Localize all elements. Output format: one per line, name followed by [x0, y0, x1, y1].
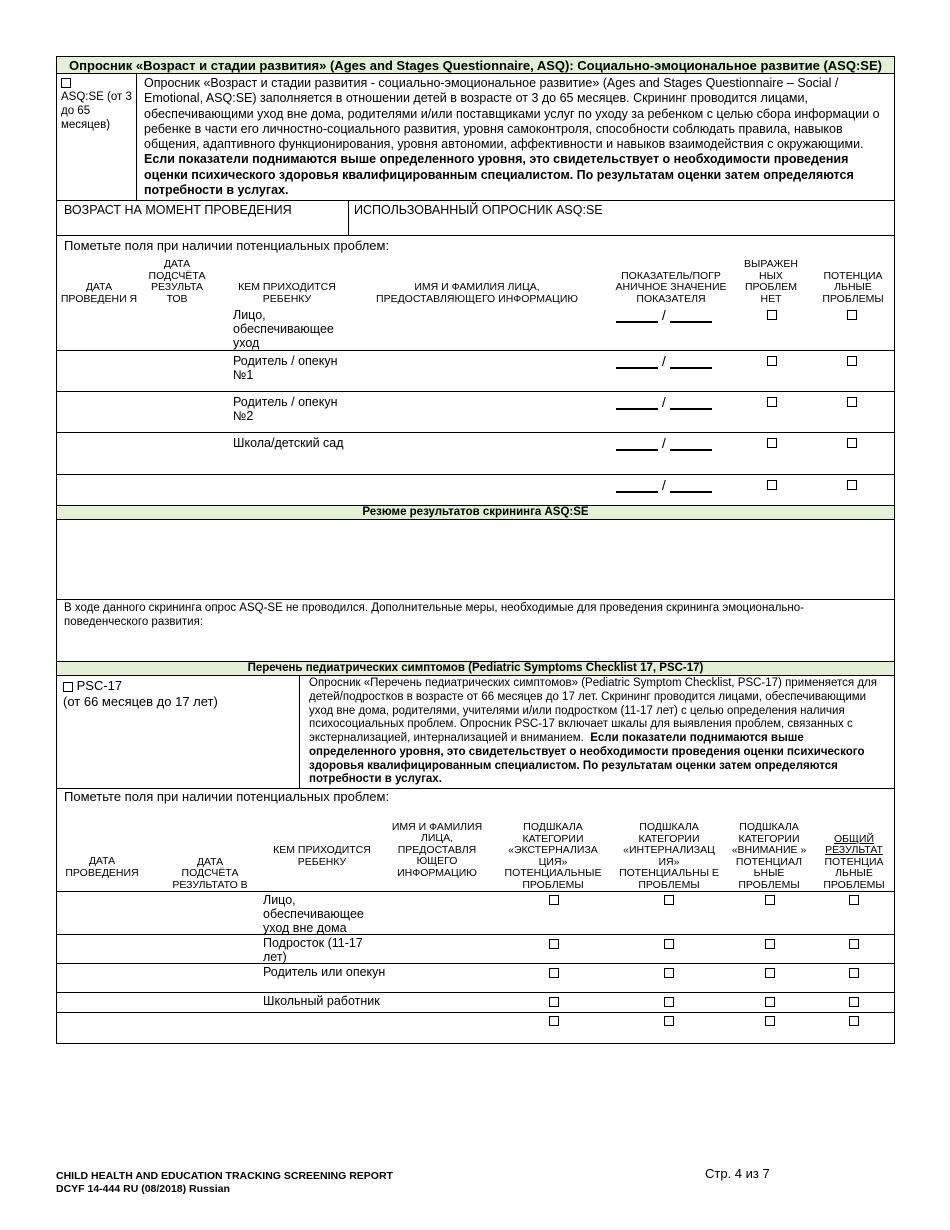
psc-row-relation: Подросток (11-17 лет) — [263, 936, 363, 964]
psc-internalizing-checkbox[interactable] — [664, 939, 674, 949]
psc-row — [57, 935, 894, 964]
asq-section-header: Опросник «Возраст и стадии развития» (Ages and Stages Questionnaire, ASQ): Социально-эмоциональное развитие (ASQ:SE) — [57, 56, 894, 74]
asq-no-problems-checkbox[interactable] — [767, 356, 777, 366]
asq-checkbox-label: ASQ:SE (от 3 до 65 месяцев) — [61, 91, 132, 131]
asq-column-headers — [57, 253, 894, 305]
psc-attention-checkbox[interactable] — [765, 939, 775, 949]
psc-col-total-rest: ПОТЕНЦИА ЛЬНЫЕ ПРОБЛЕМЫ — [823, 855, 885, 891]
psc-row-relation: Родитель или опекун — [263, 965, 386, 979]
page-number: Стр. 4 из 7 — [705, 1166, 770, 1181]
psc-col-relation: КЕМ ПРИХОДИТСЯ РЕБЕНКУ — [273, 844, 371, 868]
psc-row-relation: Лицо, обеспечивающее уход вне дома — [263, 893, 364, 935]
asq-description-text: Опросник «Возраст и стадии развития - социально-эмоциональное развитие» (Ages and Stages Questionnaire – Social / Emotional, ASQ:SE) заполняется в отношении детей в возрасте от 3 до 65 месяцев. Скрининг проводится лицами, обеспечивающими уход вне дома, родителями и/или поставщиками услуг по уходу за ребенком с целью сбора информации о ребенке в части его личностно-социального развития, уровня самоконтроля, способности соблюдать правила, навыков общения, адаптивного функционирования, уровня автономии, аффективности и навыков взаимодействия с окружающими. — [144, 76, 880, 152]
asq-col-score-date: ДАТА ПОДСЧЁТА РЕЗУЛЬТА ТОВ — [148, 258, 206, 305]
asq-description-bold: Если показатели поднимаются выше определенного уровня, это свидетельствует о необходимости проведения оценки психического здоровья квалифицированным специалистом. По результатам оценки затем определяются потребности в услугах. — [144, 152, 854, 198]
psc-col-score-date: ДАТА ПОДСЧЁТА РЕЗУЛЬТАТО В — [172, 855, 248, 891]
psc-externalizing-checkbox[interactable] — [549, 895, 559, 905]
psc-checkbox-cell — [57, 676, 300, 788]
psc-internalizing-checkbox[interactable] — [664, 1016, 674, 1026]
psc-col-internalizing: ПОДШКАЛА КАТЕГОРИИ «ИНТЕРНАЛИЗАЦ ИЯ» ПОТЕНЦИАЛЬНЫ Е ПРОБЛЕМЫ — [619, 821, 719, 891]
asq-col-score: ПОКАЗАТЕЛЬ/ПОГР АНИЧНОЕ ЗНАЧЕНИЕ ПОКАЗАТЕЛЯ — [615, 269, 727, 305]
footer-form-number: DCYF 14-444 RU (08/2018) Russian — [56, 1183, 230, 1195]
psc-col-externalizing: ПОДШКАЛА КАТЕГОРИИ «ЭКСТЕРНАЛИЗА ЦИЯ» ПОТЕНЦИАЛЬНЫЕ ПРОБЛЕМЫ — [504, 821, 602, 891]
psc-checkbox-label: PSC-17 — [76, 678, 123, 694]
psc-intro — [57, 676, 894, 789]
psc-col-total-underlined: ОБЩИЙ РЕЗУЛЬТАТ — [825, 832, 883, 856]
psc-total-checkbox[interactable] — [849, 997, 859, 1007]
psc-total-checkbox[interactable] — [849, 939, 859, 949]
asq-no-problems-checkbox[interactable] — [767, 310, 777, 320]
psc-internalizing-checkbox[interactable] — [664, 997, 674, 1007]
asq-row — [57, 475, 894, 505]
asq-row — [57, 351, 894, 392]
questionnaire-used-field[interactable] — [349, 201, 894, 235]
psc-flag-instruction: Пометьте поля при наличии потенциальных проблем: — [64, 789, 390, 804]
asq-score-ratio[interactable]: / — [616, 435, 712, 451]
psc-col-informant: ИМЯ И ФАМИЛИЯ ЛИЦА, ПРЕДОСТАВЛЯ ЮЩЕГО ИНФОРМАЦИЮ — [391, 820, 483, 879]
footer-form-title: CHILD HEALTH AND EDUCATION TRACKING SCREENING REPORT — [56, 1170, 393, 1182]
psc-total-checkbox[interactable] — [849, 968, 859, 978]
psc-age-range: (от 66 месяцев до 17 лет) — [63, 694, 218, 710]
asq-potential-checkbox[interactable] — [847, 356, 857, 366]
psc-checkbox[interactable] — [63, 682, 73, 692]
psc-row — [57, 1013, 894, 1044]
asq-no-problems-checkbox[interactable] — [767, 397, 777, 407]
psc-col-total — [817, 834, 891, 892]
asq-score-ratio[interactable]: / — [616, 307, 712, 323]
asq-summary-header: Резюме результатов скрининга ASQ:SE — [57, 505, 894, 520]
psc-description — [300, 676, 894, 788]
questionnaire-label: ИСПОЛЬЗОВАННЫЙ ОПРОСНИК ASQ:SE — [354, 203, 603, 218]
asq-col-date: ДАТА ПРОВЕДЕНИ Я — [60, 281, 138, 305]
asq-row — [57, 433, 894, 475]
asq-potential-checkbox[interactable] — [847, 397, 857, 407]
psc-column-headers — [57, 804, 894, 892]
psc-row — [57, 964, 894, 993]
psc-row — [57, 892, 894, 935]
psc-externalizing-checkbox[interactable] — [549, 939, 559, 949]
asq-col-potential: ПОТЕНЦИА ЛЬНЫЕ ПРОБЛЕМЫ — [822, 269, 884, 305]
asq-no-problems-checkbox[interactable] — [767, 438, 777, 448]
asq-score-ratio[interactable]: / — [616, 477, 712, 493]
asq-description — [137, 74, 894, 200]
psc-col-attention: ПОДШКАЛА КАТЕГОРИИ «ВНИМАНИЕ » ПОТЕНЦИАЛ ЬНЫЕ ПРОБЛЕМЫ — [731, 821, 807, 891]
age-label: ВОЗРАСТ НА МОМЕНТ ПРОВЕДЕНИЯ — [64, 203, 292, 218]
asq-score-ratio[interactable]: / — [616, 353, 712, 369]
asq-potential-checkbox[interactable] — [847, 480, 857, 490]
age-at-screening-field[interactable] — [57, 201, 349, 235]
psc-externalizing-checkbox[interactable] — [549, 997, 559, 1007]
asq-row — [57, 392, 894, 433]
asq-potential-checkbox[interactable] — [847, 438, 857, 448]
psc-col-date: ДАТА ПРОВЕДЕНИЯ — [65, 855, 139, 879]
psc-attention-checkbox[interactable] — [765, 997, 775, 1007]
asq-row — [57, 305, 894, 351]
psc-description-text: Опросник «Перечень педиатрических симптомов» (Pediatric Symptom Checklist, PSC-17) применяется для детей/подростков в возрасте от 66 месяцев до 17 лет. Скрининг проводится лицами, обеспечивающими уход вне дома, родителями, учителями и/или подростком (11-17 лет) с целью определения наличия психосоциальных проблем. Опросник PSC-17 включает шкалы для выявления проблем, связанных с экстернализацией, интернализацией и вниманием. — [309, 677, 877, 745]
psc-row — [57, 993, 894, 1013]
asq-row-relation: Лицо, обеспечивающее уход — [233, 308, 334, 351]
psc-attention-checkbox[interactable] — [765, 1016, 775, 1026]
psc-internalizing-checkbox[interactable] — [664, 895, 674, 905]
asq-col-informant: ИМЯ И ФАМИЛИЯ ЛИЦА, ПРЕДОСТАВЛЯЮЩЕГО ИНФОРМАЦИЮ — [376, 281, 578, 305]
asq-age-row — [57, 201, 894, 236]
psc-total-checkbox[interactable] — [849, 1016, 859, 1026]
psc-internalizing-checkbox[interactable] — [664, 968, 674, 978]
psc-attention-checkbox[interactable] — [765, 968, 775, 978]
asq-score-ratio[interactable]: / — [616, 394, 712, 410]
psc-attention-checkbox[interactable] — [765, 895, 775, 905]
psc-section-header: Перечень педиатрических симптомов (Pediatric Symptoms Checklist 17, PSC-17) — [57, 661, 894, 676]
asq-col-no-problems: ВЫРАЖЕН НЫХ ПРОБЛЕМ НЕТ — [744, 258, 798, 305]
asq-checkbox[interactable] — [61, 78, 71, 88]
psc-description-bold: Если показатели поднимаются выше определенного уровня, это свидетельствует о необходимости проведения оценки психического здоровья квалифицированным специалистом. По результатам оценки затем определяются потребности в услугах. — [309, 732, 865, 786]
asq-potential-checkbox[interactable] — [847, 310, 857, 320]
asq-summary-field[interactable] — [57, 520, 894, 600]
asq-no-problems-checkbox[interactable] — [767, 480, 777, 490]
psc-row-relation: Школьный работник — [263, 994, 380, 1008]
psc-externalizing-checkbox[interactable] — [549, 968, 559, 978]
screening-form — [56, 56, 895, 1044]
asq-not-conducted-note: В ходе данного скрининга опрос ASQ-SE не проводился. Дополнительные меры, необходимые для проведения скрининга эмоционально-поведенческого развития: — [64, 602, 804, 628]
asq-row-relation: Родитель / опекун №1 — [233, 354, 338, 383]
asq-col-relation: КЕМ ПРИХОДИТСЯ РЕБЕНКУ — [238, 281, 336, 305]
asq-row-relation: Родитель / опекун №2 — [233, 395, 338, 424]
psc-total-checkbox[interactable] — [849, 895, 859, 905]
asq-checkbox-cell — [57, 74, 137, 200]
asq-flag-instruction: Пометьте поля при наличии потенциальных проблем: — [64, 238, 390, 254]
psc-externalizing-checkbox[interactable] — [549, 1016, 559, 1026]
asq-row-relation: Школа/детский сад — [233, 436, 344, 451]
asq-intro — [57, 74, 894, 201]
